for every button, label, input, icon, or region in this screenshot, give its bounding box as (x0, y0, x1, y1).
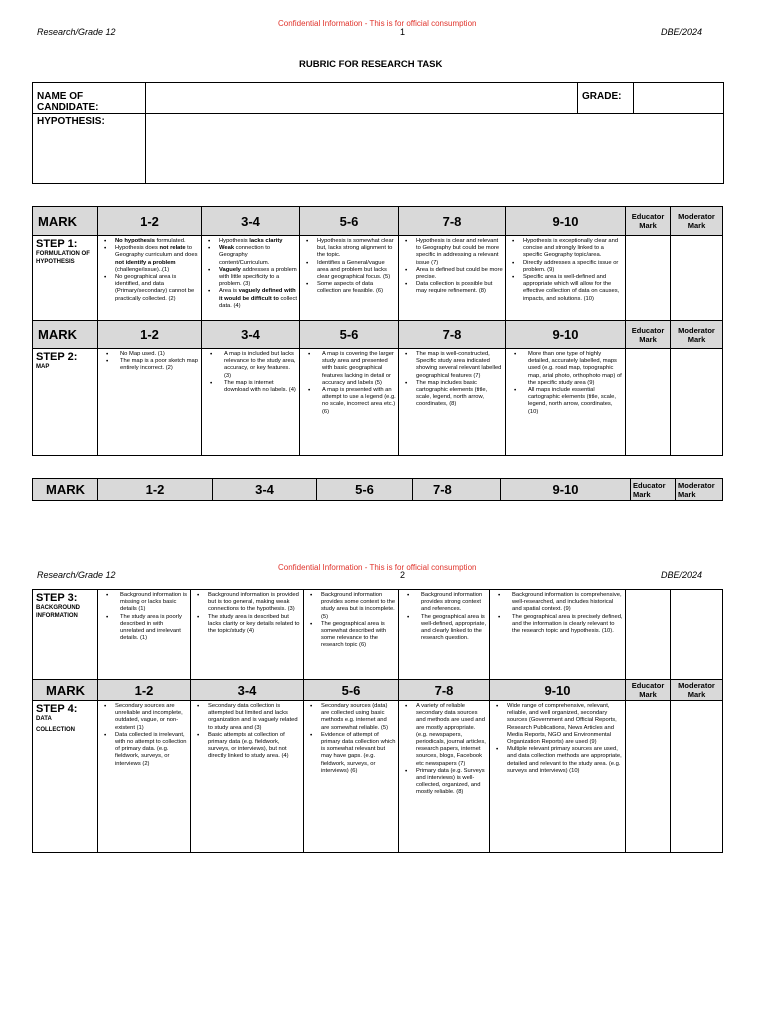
header-left: Research/Grade 12 (37, 27, 116, 37)
range-1-2: 1-2 (98, 207, 202, 236)
step2-subtitle: MAP (36, 364, 50, 370)
step1-title: STEP 1: (36, 238, 78, 250)
step1-level-1-2: • No hypothesis formulated. • Hypothesis does not relate to Geography curriculum and does not identify a problem (challenge/issue)..(1) • No geographical area is identified, and data (Primary/secondary) cannot be practically collected. (2) (98, 236, 202, 321)
step1-educator-mark[interactable] (626, 236, 671, 321)
grade-field[interactable] (634, 83, 724, 114)
moderator-mark-header: Moderator Mark (676, 479, 723, 501)
moderator-mark-header: Moderator Mark (671, 207, 723, 236)
confidential-notice: Confidential Information - This is for official consumption (278, 563, 477, 572)
step2-moderator-mark[interactable] (671, 349, 723, 456)
step2-level-1-2: • No Map used. (1) • The map is a poor sketch map entirely incorrect. (2) (98, 349, 202, 456)
step4-educator-mark[interactable] (626, 701, 671, 853)
header-right: DBE/2024 (661, 570, 703, 580)
step1-row (33, 236, 723, 321)
step1-level-5-6: • Hypothesis is somewhat clear but, lacks strong alignment to the topic. • Identifies a General/vague area and problem but lacks clear geographical focus. (5) • Some aspects of data collection are feasible. (6) (300, 236, 399, 321)
step3-educator-mark[interactable] (626, 590, 671, 680)
range-3-4: 3-4 (202, 321, 300, 349)
mark-label: MARK (33, 479, 98, 501)
page-number: 2 (400, 570, 406, 580)
step1-moderator-mark[interactable] (671, 236, 723, 321)
range-1-2: 1-2 (98, 479, 213, 501)
educator-mark-header: Educator Mark (626, 207, 671, 236)
range-7-8: 7-8 (399, 207, 506, 236)
moderator-mark-header: Moderator Mark (671, 680, 723, 701)
hypothesis-label: HYPOTHESIS: (33, 114, 146, 184)
step4-subtitle-1: DATA (36, 716, 52, 722)
step1-label (33, 236, 98, 321)
mark-label: MARK (33, 321, 98, 349)
step4-level-9-10: • Wide range of comprehensive, relevant, reliable, and well organized, secondary sources (Government and Official Reports, Research Publications, News Articles and Media Reports, NGO and Environmental Organization Reports) are used (9) • Multiple relevant primary sources are used, and data collection methods are appropriate, detailed and relevant to the study area. (e.g. surveys and interviews) (10) (490, 701, 626, 853)
step3-level-9-10: • Background information is comprehensive, well-researched, and includes historical and spatial context. (9) • The geographical area is precisely defined, and the information is clearly relevant to the research topic and hypothesis. (10). (490, 590, 626, 680)
document-title: RUBRIC FOR RESEARCH TASK (299, 59, 443, 70)
step4-label (33, 701, 98, 853)
range-9-10: 9-10 (506, 321, 626, 349)
range-3-4: 3-4 (202, 207, 300, 236)
range-5-6: 5-6 (300, 321, 399, 349)
candidate-info-table (32, 82, 724, 184)
step3-label (33, 590, 98, 680)
header-right: DBE/2024 (661, 27, 703, 37)
step1-level-3-4: • Hypothesis lacks clarity • Weak connection to Geography content/Curriculum. • Vaguely addresses a problem with little specificity to a problem. (3) • Area is vaguely defined with it would be difficult to collect data. (4) (202, 236, 300, 321)
step2-educator-mark[interactable] (626, 349, 671, 456)
step4-row (33, 701, 723, 853)
mark-header-row (33, 207, 723, 236)
range-1-2: 1-2 (98, 321, 202, 349)
step4-level-1-2: • Secondary sources are unreliable and incomplete, outdated, vague, or non-existent (1) • Data collected is irrelevant, with no attempt to collection of primary data. (e.g. fieldwork, surveys, or interviews (2) (98, 701, 191, 853)
step3-level-7-8: • Background information provides strong context and references. • The geographical area is well-defined, appropriate, and clearly linked to the research question. (399, 590, 490, 680)
step3-subtitle: BACKGROUND INFORMATION (36, 605, 80, 619)
educator-mark-header: Educator Mark (626, 321, 671, 349)
range-7-8: 7-8 (399, 321, 506, 349)
name-field[interactable] (146, 83, 578, 114)
range-1-2: 1-2 (98, 680, 191, 701)
step4-subtitle-2: COLLECTION (36, 727, 75, 733)
educator-mark-header: Educator Mark (626, 680, 671, 701)
range-5-6: 5-6 (317, 479, 413, 501)
step4-moderator-mark[interactable] (671, 701, 723, 853)
header-left: Research/Grade 12 (37, 570, 116, 580)
mark-header-standalone (32, 478, 723, 501)
range-9-10: 9-10 (501, 479, 631, 501)
step3-moderator-mark[interactable] (671, 590, 723, 680)
step2-row (33, 349, 723, 456)
step1-subtitle: FORMULATION OF HYPOTHESIS (36, 251, 90, 265)
mark-header-row (33, 680, 723, 701)
step4-level-7-8: • A variety of reliable secondary data sources and methods are used and are mostly appropriate. (e.g. newspapers, periodicals, journal articles, research papers, internet sources, blogs, Facebook etc newspapers (7) • Primary data (e.g. Surveys and interviews) is well-collected, organized, and mostly reliable. (8) (399, 701, 490, 853)
rubric-table-page2 (32, 589, 723, 853)
range-9-10: 9-10 (506, 207, 626, 236)
mark-label: MARK (33, 207, 98, 236)
step2-label (33, 349, 98, 456)
range-3-4: 3-4 (213, 479, 317, 501)
range-3-4: 3-4 (191, 680, 304, 701)
step3-title: STEP 3: (36, 592, 78, 604)
step2-level-3-4: • A map is included but lacks relevance to the study area, accuracy, or key features. (3) • The map is internet download with no labels. (4) (202, 349, 300, 456)
range-5-6: 5-6 (300, 207, 399, 236)
grade-label: GRADE: (578, 83, 634, 114)
name-label: NAME OF CANDIDATE: (33, 83, 146, 114)
step3-row (33, 590, 723, 680)
mark-header-row (33, 321, 723, 349)
page-number: 1 (400, 27, 406, 37)
step2-level-7-8: • The map is well-constructed, Specific study area indicated showing several relevant labelled geographical features (7) • The map includes basic cartographic elements (title, scale, legend, north arrow, coordinates, (8) (399, 349, 506, 456)
step4-title: STEP 4: (36, 703, 78, 715)
educator-mark-header: Educator Mark (631, 479, 676, 501)
range-7-8: 7-8 (413, 479, 501, 501)
rubric-table-page1 (32, 206, 723, 456)
step3-level-3-4: • Background information is provided but is too general, making weak connections to the hypothesis. (3) • The study area is described but lacks clarity or key details related to the topic/study (4) (191, 590, 304, 680)
moderator-mark-header: Moderator Mark (671, 321, 723, 349)
step2-title: STEP 2: (36, 351, 78, 363)
step4-level-3-4: • Secondary data collection is attempted but limited and lacks organization and is vaguely related to study area and (3) • Basic attempts at collection of primary data (e.g. fieldwork, surveys, or interviews), but not directly linked to study area. (4) (191, 701, 304, 853)
step2-level-5-6: • A map is covering the larger study area and presented with basic geographical features lacking in detail or accuracy and labels (5) • A map is presented with an attempt to use a legend (e.g. no scale, incorrect area etc.) (6) (300, 349, 399, 456)
confidential-notice: Confidential Information - This is for official consumption (278, 19, 477, 28)
step3-level-5-6: • Background information provides some context to the study area but is incomplete. (5) • The geographical area is somewhat described with some relevance to the research topic (6) (304, 590, 399, 680)
step3-level-1-2: • Background information is missing or lacks basic details (1) • The study area is poorly described in with unrelated and irrelevant details. (1) (98, 590, 191, 680)
range-7-8: 7-8 (399, 680, 490, 701)
range-9-10: 9-10 (490, 680, 626, 701)
hypothesis-field[interactable] (146, 114, 724, 184)
mark-label: MARK (33, 680, 98, 701)
step1-level-7-8: • Hypothesis is clear and relevant to Geography but could be more specific in addressing a relevant issue (7) • Area is defined but could be more precise. • Data collection is possible but may require refinement. (8) (399, 236, 506, 321)
step2-level-9-10: • More than one type of highly detailed, accurately labelled, maps used (e.g. road map, topographic map, arial photo, orthophoto map) of the specific study area (9) • All maps include essential cartographic elements (title, scale, legend, north arrow, coordinates, (10) (506, 349, 626, 456)
step4-level-5-6: • Secondary sources (data) are collected using basic methods e.g. internet and are somewhat reliable. (5) • Evidence of attempt of primary data collection which is somewhat relevant but may have gaps. (e.g. fieldwork, surveys, or interviews) (6) (304, 701, 399, 853)
step1-level-9-10: • Hypothesis is exceptionally clear and concise and strongly linked to a specific Geography topic/area. • Directly addresses a specific issue or problem. (9) • Specific area is well-defined and appropriate which will allow for the effective collection of data on causes, impacts, and solutions. (10) (506, 236, 626, 321)
range-5-6: 5-6 (304, 680, 399, 701)
